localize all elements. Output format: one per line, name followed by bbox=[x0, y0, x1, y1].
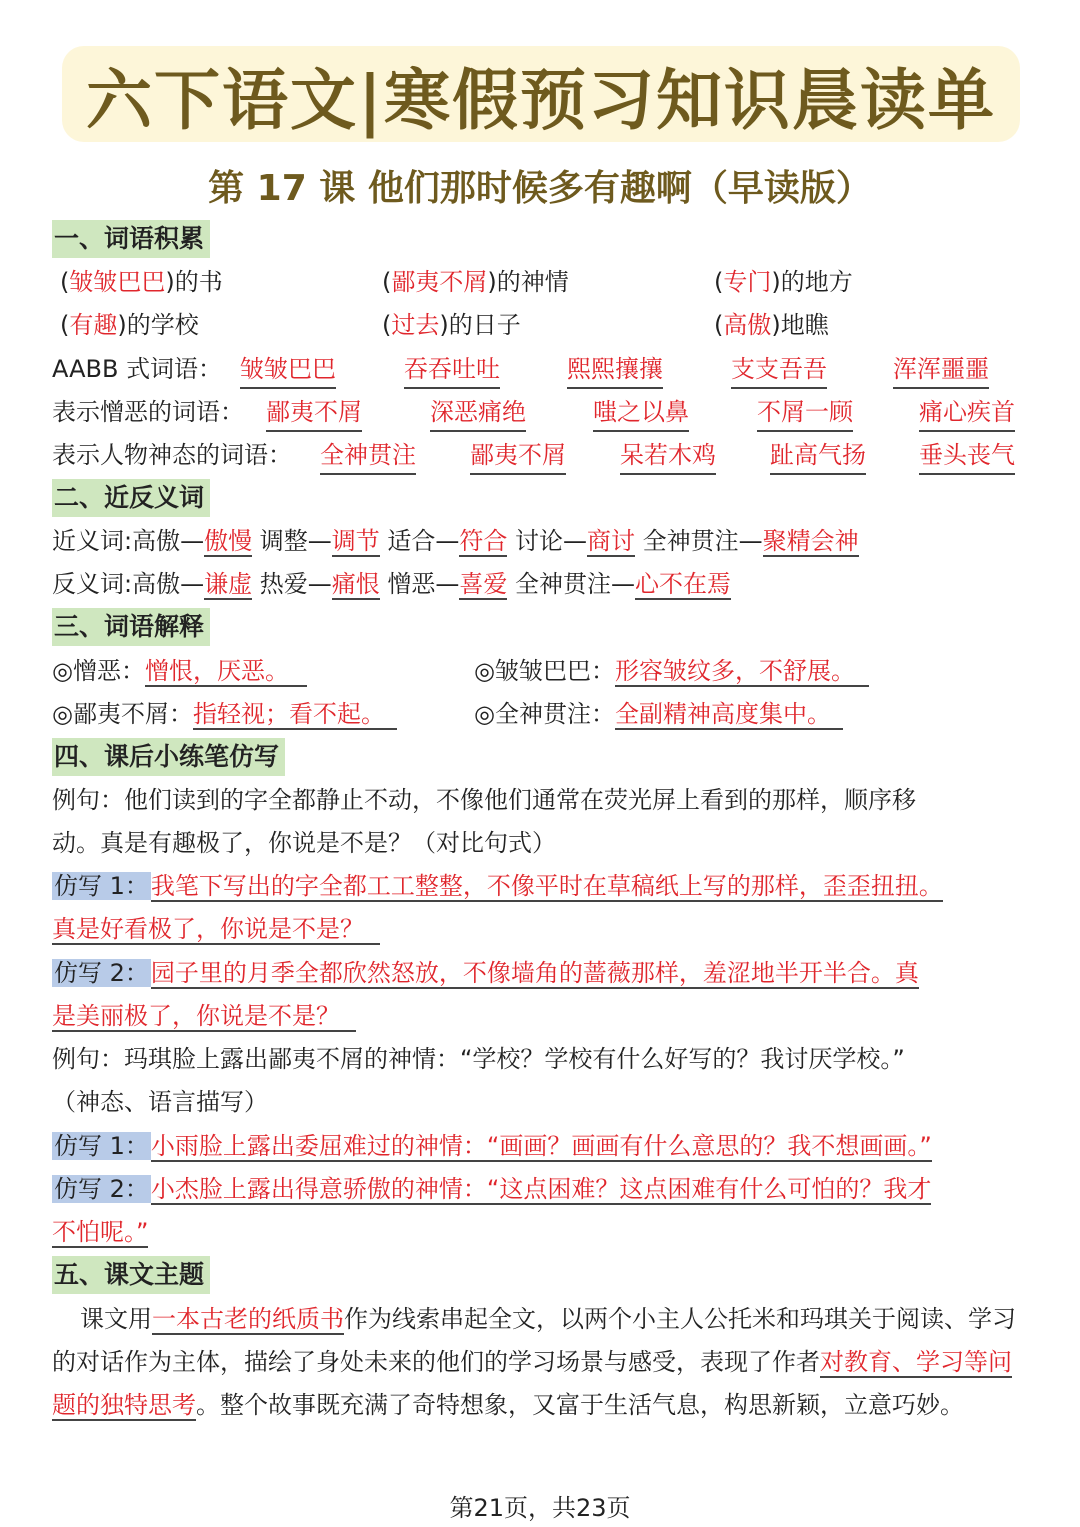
phrase-suffix: )的地方 bbox=[771, 268, 853, 296]
demeanor-word: 趾高气扬 bbox=[770, 437, 866, 475]
phrase-item bbox=[382, 307, 521, 343]
synonym-answer: 符合 bbox=[459, 527, 508, 555]
imitation-text: 小雨脸上露出委屈难过的神情：“画画？画画有什么意思的？我不想画画。” bbox=[150, 1132, 932, 1160]
phrase-answer: 有趣 bbox=[69, 311, 118, 339]
phrase-suffix: )的学校 bbox=[117, 311, 199, 339]
title-banner bbox=[62, 46, 1020, 142]
section-heading-explanations: 三、词语解释 bbox=[52, 608, 210, 646]
synonym-term: 适合— bbox=[387, 527, 460, 555]
imitation-text: 小杰脸上露出得意骄傲的神情：“这点困难？这点困难有什么可怕的？我才 bbox=[150, 1175, 932, 1203]
imitation-row bbox=[52, 1171, 931, 1207]
imitation-text: 我笔下写出的字全都工工整整，不像平时在草稿纸上写的那样，歪歪扭扭。 bbox=[150, 872, 943, 900]
imitation-tag: 仿写 1： bbox=[54, 872, 149, 900]
section-heading-practice: 四、课后小练笔仿写 bbox=[52, 738, 285, 776]
example-sentence-line: （神态、语言描写） bbox=[52, 1088, 268, 1116]
aabb-word: 浑浑噩噩 bbox=[893, 351, 989, 389]
imitation-text: 不怕呢。” bbox=[52, 1218, 149, 1246]
example-sentence-line: 例句：玛琪脸上露出鄙夷不屑的神情：“学校？学校有什么好写的？我讨厌学校。” bbox=[52, 1045, 905, 1073]
demeanor-word: 鄙夷不屑 bbox=[470, 437, 566, 475]
synonym-term: 调整— bbox=[259, 527, 332, 555]
antonym-answer: 痛恨 bbox=[331, 570, 380, 598]
imitation-tag: 仿写 2： bbox=[54, 959, 149, 987]
phrase-open: ( bbox=[60, 268, 70, 296]
synonym-answer: 商讨 bbox=[587, 527, 636, 555]
hate-word: 不屑一顾 bbox=[757, 394, 853, 432]
synonym-term: 高傲— bbox=[132, 527, 205, 555]
imitation-row bbox=[52, 998, 356, 1034]
example-sentence-line: 例句：他们读到的字全都静止不动，不像他们通常在荧光屏上看到的那样，顺序移 bbox=[52, 786, 916, 814]
phrase-item bbox=[382, 264, 569, 300]
phrase-open: ( bbox=[60, 311, 70, 339]
theme-text: 作为线索串起全文，以两个小主人公托米和玛琪关于阅读、学习的对话作为主体，描绘了身处未来的他们的学习场景与感受，表现了作者 bbox=[52, 1305, 1016, 1376]
phrase-answer: 专门 bbox=[723, 268, 772, 296]
hate-word: 深恶痛绝 bbox=[430, 394, 526, 432]
explanation-term: ◎憎恶： bbox=[52, 657, 145, 685]
antonym-row bbox=[52, 566, 731, 602]
imitation-text: 园子里的月季全都欣然怒放，不像墙角的蔷薇那样，羞涩地半开半合。真 bbox=[150, 959, 919, 987]
antonym-term: 全神贯注— bbox=[515, 570, 636, 598]
antonym-label: 反义词: bbox=[52, 570, 133, 598]
theme-text: 课文用 bbox=[80, 1305, 152, 1333]
synonym-term: 讨论— bbox=[515, 527, 588, 555]
phrase-answer: 高傲 bbox=[723, 311, 772, 339]
synonym-answer: 傲慢 bbox=[204, 527, 253, 555]
imitation-tag: 仿写 1： bbox=[54, 1132, 149, 1160]
synonym-label: 近义词: bbox=[52, 527, 133, 555]
explanation-meaning: 形容皱纹多，不舒展。 bbox=[615, 657, 869, 687]
imitation-row bbox=[52, 911, 380, 947]
imitation-tag: 仿写 2： bbox=[54, 1175, 149, 1203]
explanation-meaning: 全副精神高度集中。 bbox=[615, 700, 843, 730]
phrase-suffix: )的神情 bbox=[487, 268, 569, 296]
phrase-suffix: )的书 bbox=[165, 268, 223, 296]
explanation-item bbox=[52, 696, 397, 732]
imitation-text: 是美丽极了，你说是不是？ bbox=[52, 1002, 356, 1032]
page-title: 六下语文|寒假预习知识晨读单 bbox=[85, 60, 996, 139]
explanation-term: ◎全神贯注： bbox=[474, 700, 615, 728]
synonym-answer: 调节 bbox=[331, 527, 380, 555]
demeanor-word: 垂头丧气 bbox=[919, 437, 1015, 475]
explanation-meaning: 憎恨，厌恶。 bbox=[145, 657, 307, 687]
synonym-term: 全神贯注— bbox=[642, 527, 763, 555]
theme-highlight: 对教育、学习等问题的独特思考 bbox=[52, 1348, 1012, 1419]
section-heading-vocabulary: 一、词语积累 bbox=[52, 220, 210, 258]
phrase-open: ( bbox=[714, 268, 724, 296]
hate-label: 表示憎恶的词语： bbox=[52, 398, 244, 426]
phrase-item bbox=[714, 264, 853, 300]
section-heading-synonyms: 二、近反义词 bbox=[52, 479, 210, 517]
phrase-open: ( bbox=[382, 311, 392, 339]
phrase-suffix: )地瞧 bbox=[771, 311, 829, 339]
phrase-item bbox=[60, 307, 199, 343]
phrase-open: ( bbox=[382, 268, 392, 296]
example-sentence-line: 动。真是有趣极了，你说是不是？（对比句式） bbox=[52, 829, 556, 857]
demeanor-word: 呆若木鸡 bbox=[620, 437, 716, 475]
aabb-label: AABB 式词语： bbox=[52, 355, 223, 383]
explanation-term: ◎皱皱巴巴： bbox=[474, 657, 615, 685]
aabb-word: 熙熙攘攘 bbox=[567, 351, 663, 389]
lesson-subtitle: 第 17 课 他们那时候多有趣啊（早读版） bbox=[208, 168, 872, 209]
page-number: 第21页，共23页 bbox=[449, 1494, 631, 1522]
explanation-item bbox=[474, 653, 869, 689]
phrase-item bbox=[714, 307, 829, 343]
phrase-answer: 过去 bbox=[391, 311, 440, 339]
antonym-term: 热爱— bbox=[259, 570, 332, 598]
imitation-row bbox=[52, 1214, 148, 1250]
explanation-meaning: 指轻视；看不起。 bbox=[193, 700, 397, 730]
synonym-row bbox=[52, 523, 859, 559]
explanation-item bbox=[52, 653, 307, 689]
imitation-text: 真是好看极了，你说是不是？ bbox=[52, 915, 380, 945]
theme-text: 。整个故事既充满了奇特想象，又富于生活气息，构思新颖，立意巧妙。 bbox=[196, 1391, 964, 1419]
hate-word: 痛心疾首 bbox=[919, 394, 1015, 432]
demeanor-label: 表示人物神态的词语： bbox=[52, 441, 292, 469]
aabb-word: 支支吾吾 bbox=[731, 351, 827, 389]
phrase-item bbox=[60, 264, 223, 300]
aabb-word: 皱皱巴巴 bbox=[240, 351, 336, 389]
explanation-item bbox=[474, 696, 843, 732]
antonym-answer: 喜爱 bbox=[459, 570, 508, 598]
imitation-row bbox=[52, 955, 919, 991]
phrase-answer: 皱皱巴巴 bbox=[69, 268, 166, 296]
aabb-word: 吞吞吐吐 bbox=[404, 351, 500, 389]
explanation-term: ◎鄙夷不屑： bbox=[52, 700, 193, 728]
antonym-term: 憎恶— bbox=[387, 570, 460, 598]
imitation-row bbox=[52, 868, 943, 904]
phrase-open: ( bbox=[714, 311, 724, 339]
synonym-answer: 聚精会神 bbox=[762, 527, 859, 555]
hate-word: 嗤之以鼻 bbox=[593, 394, 689, 432]
phrase-answer: 鄙夷不屑 bbox=[391, 268, 488, 296]
antonym-answer: 心不在焉 bbox=[635, 570, 732, 598]
theme-paragraph bbox=[52, 1298, 1032, 1427]
antonym-answer: 谦虚 bbox=[204, 570, 253, 598]
theme-highlight: 一本古老的纸质书 bbox=[152, 1305, 344, 1333]
phrase-suffix: )的日子 bbox=[439, 311, 521, 339]
antonym-term: 高傲— bbox=[132, 570, 205, 598]
imitation-row bbox=[52, 1128, 932, 1164]
demeanor-word: 全神贯注 bbox=[320, 437, 416, 475]
section-heading-theme: 五、课文主题 bbox=[52, 1256, 210, 1294]
hate-word: 鄙夷不屑 bbox=[266, 394, 362, 432]
